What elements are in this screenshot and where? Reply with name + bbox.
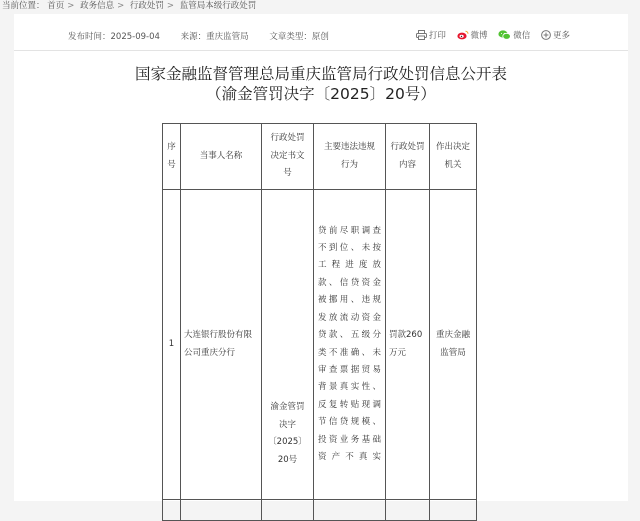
cell-violations: 贷前尽职调查 不到位、未按 工程进度放 款、信贷资金 被挪用、违规 发放流动资金 贷款、五级分 类不准确、未 审查票据贸易 背景真实性、 反复转贴现调 节信贷规模、 投资业务基础 资产不真实 xyxy=(314,190,386,500)
header-party: 当事人名称 xyxy=(181,124,262,190)
publish-time: 发布时间：2025-09-04 xyxy=(68,32,160,42)
article-type: 文章类型：原创 xyxy=(269,32,329,42)
printer-icon xyxy=(416,30,427,40)
cell-decision-no: 渝金管罚 决字 〔2025〕 20号 xyxy=(262,190,314,500)
cell-authority: 重庆金融 监管局 xyxy=(430,190,477,500)
breadcrumb-home[interactable]: 首页 xyxy=(47,1,65,11)
penalty-table xyxy=(162,123,477,521)
header-authority: 作出决定 机关 xyxy=(430,124,477,190)
more-label: 更多 xyxy=(552,31,570,41)
breadcrumb-separator: > xyxy=(67,1,75,11)
weibo-icon xyxy=(457,30,469,40)
cell-index: 1 xyxy=(163,190,181,500)
article-card xyxy=(14,14,628,501)
breadcrumb-admin-penalty[interactable]: 行政处罚 xyxy=(129,1,164,11)
breadcrumb-gov-info[interactable]: 政务信息 xyxy=(80,1,115,11)
wechat-label: 微信 xyxy=(513,31,531,41)
title-line-2: （渝金管罚决字〔2025〕20号） xyxy=(206,85,436,103)
header-index: 序 号 xyxy=(163,124,181,190)
more-share-button[interactable] xyxy=(541,29,570,41)
header-violations: 主要违法违规 行为 xyxy=(314,124,386,190)
table-row xyxy=(163,190,477,500)
cell-party: 大连银行股份有限 公司重庆分行 xyxy=(181,190,262,500)
weibo-share-button[interactable] xyxy=(457,29,488,41)
article-source: 来源：重庆监管局 xyxy=(180,32,249,42)
cell-penalty: 罚款260 万元 xyxy=(386,190,430,500)
table-header-row xyxy=(163,124,477,190)
more-icon xyxy=(541,30,551,40)
header-penalty: 行政处罚 内容 xyxy=(386,124,430,190)
header-decision-no: 行政处罚 决定书文 号 xyxy=(262,124,314,190)
breadcrumb-label: 当前位置： xyxy=(2,1,45,11)
breadcrumb xyxy=(0,0,640,14)
breadcrumb-separator: > xyxy=(117,1,125,11)
breadcrumb-local-penalty[interactable]: 监管局本级行政处罚 xyxy=(179,1,257,11)
weibo-label: 微博 xyxy=(470,31,488,41)
breadcrumb-separator: > xyxy=(166,1,175,11)
article-meta-bar xyxy=(14,24,628,51)
wechat-share-button[interactable] xyxy=(498,29,530,41)
print-button[interactable] xyxy=(416,29,446,41)
title-line-1: 国家金融监督管理总局重庆监管局行政处罚信息公开表 xyxy=(134,65,507,83)
print-label: 打印 xyxy=(428,31,446,41)
table-row-partial xyxy=(163,500,477,521)
wechat-icon xyxy=(498,30,511,40)
page-title xyxy=(14,64,628,104)
